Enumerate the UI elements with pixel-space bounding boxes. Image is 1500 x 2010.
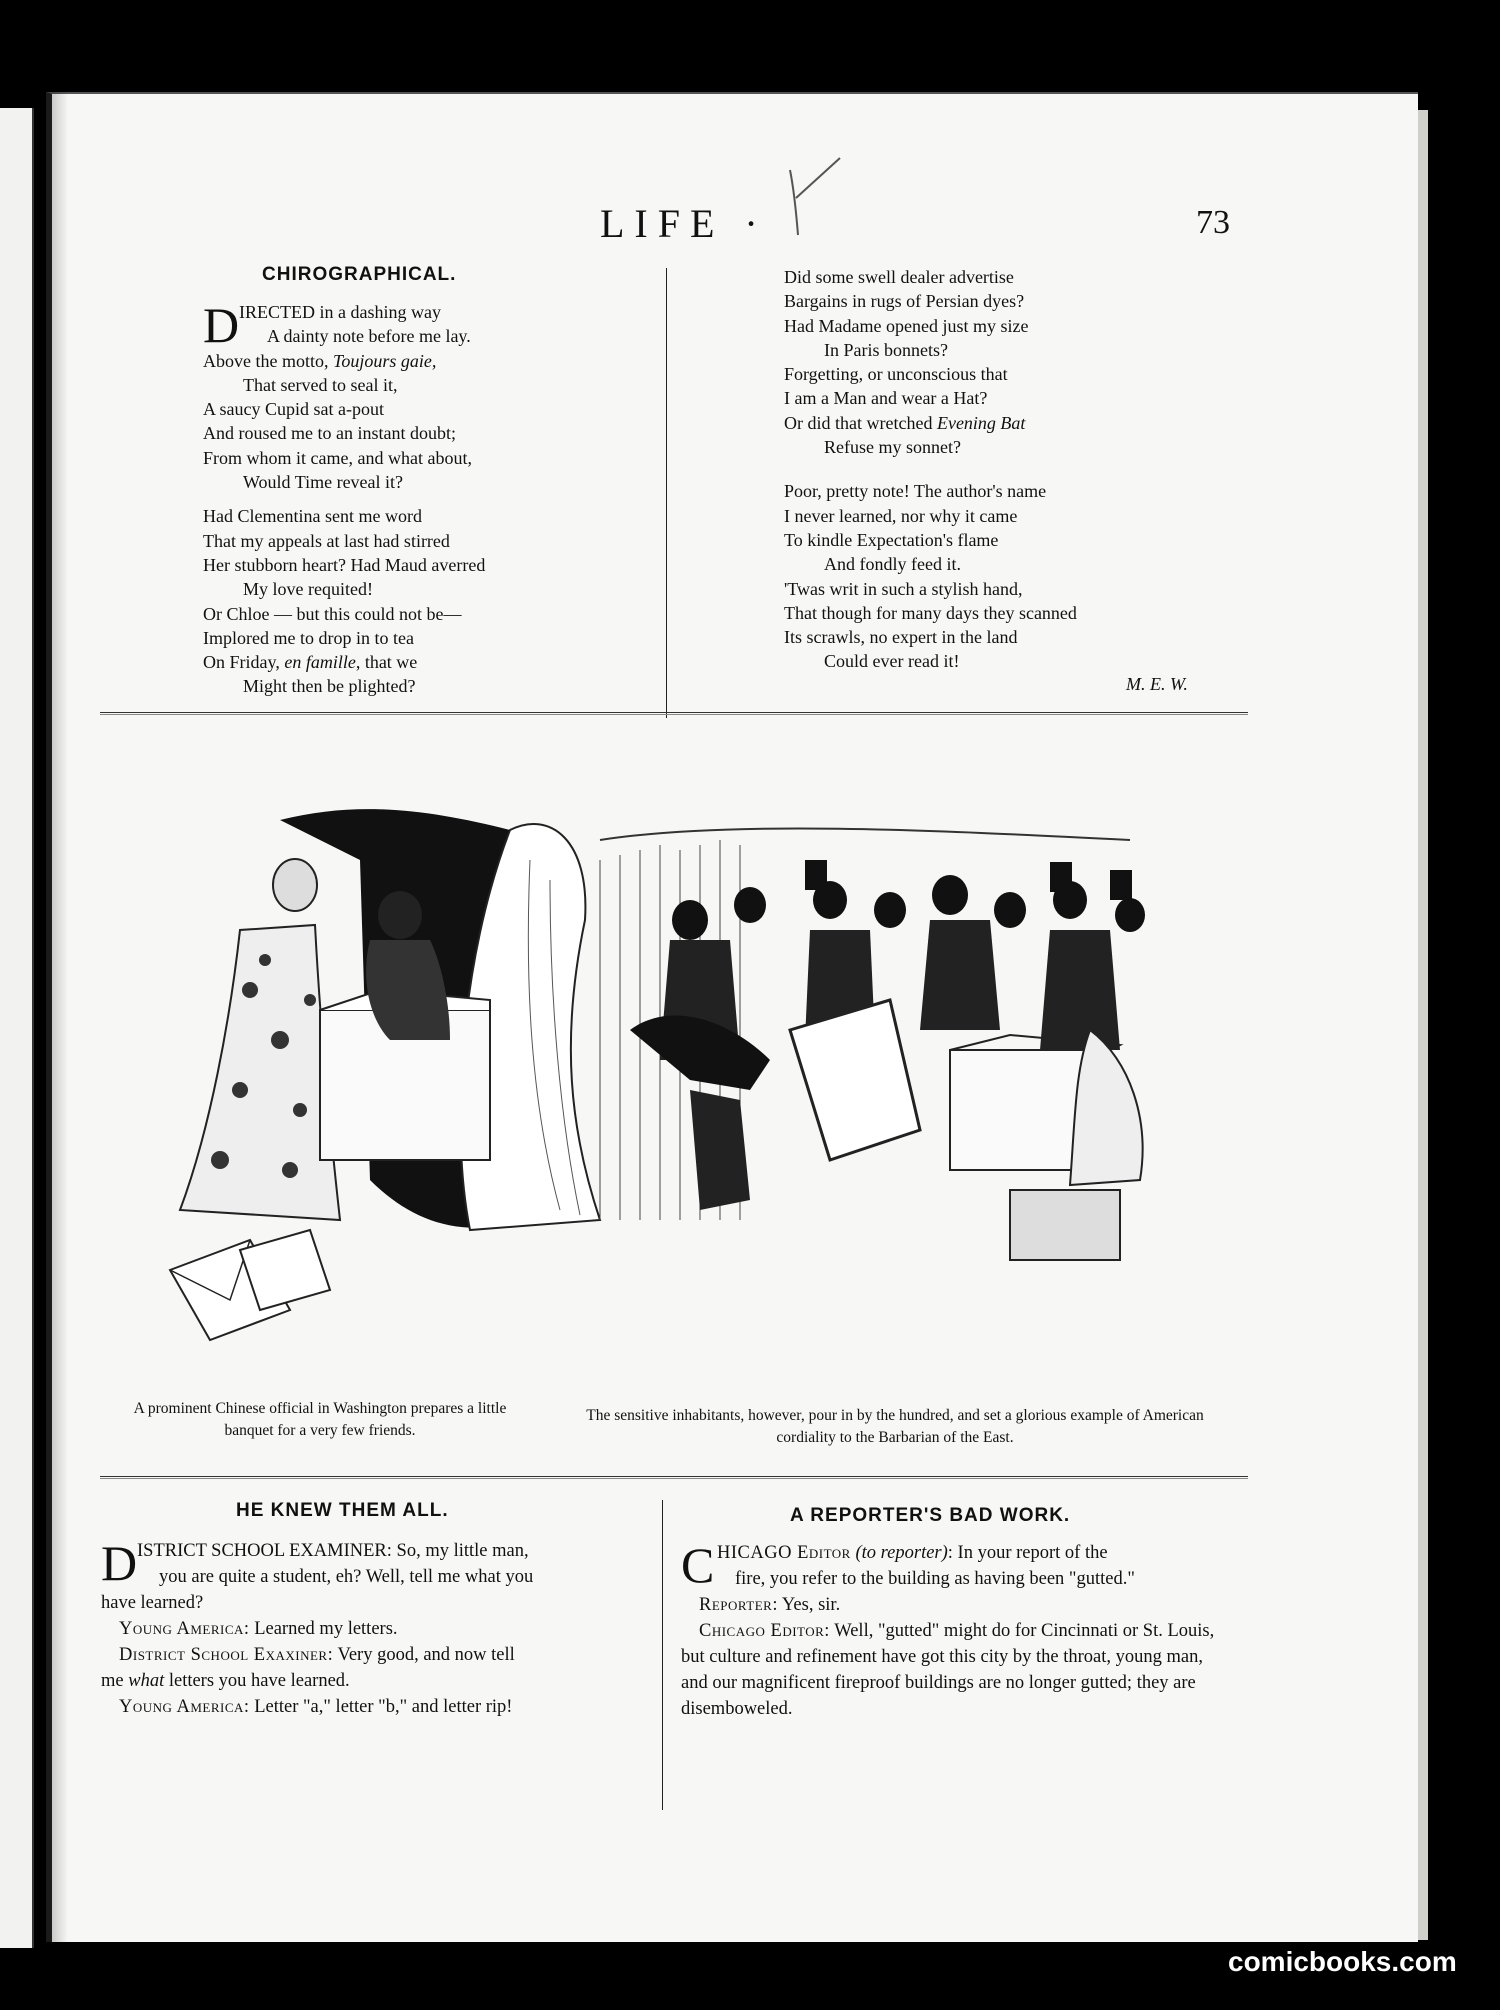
poem-line: And fondly feed it.	[824, 554, 961, 575]
poem-line: Forgetting, or unconscious that	[784, 364, 1008, 385]
poem-line: That served to seal it,	[243, 374, 398, 395]
poem-line: Would Time reveal it?	[243, 472, 404, 493]
caption-right: The sensitive inhabitants, however, pour in by the hundred, and set a glorious example of American cordiality to the Barbarian of the East.	[586, 1407, 1204, 1446]
article-body: ISTRICT SCHOOL EXAMINER: So, my little man, you are quite a student, eh? Well, tell me what you have learned? Young America: Learned my letters. District School Exaxiner: Very good, and now tell me what letters you have learned. Young America: Letter "a," letter "b," and letter rip!	[101, 1541, 534, 1717]
poem-line: 'Twas writ in such a stylish hand,	[784, 578, 1023, 599]
adjacent-page-edge	[0, 108, 34, 1948]
poem-column-right	[784, 265, 1224, 674]
column-divider-top	[666, 268, 667, 718]
poem-line: Refuse my sonnet?	[824, 437, 961, 458]
article-body: HICAGO Editor (to reporter): In your report of the fire, you refer to the building as having been "gutted." Reporter: Yes, sir. Chicago Editor: Well, "gutted" might do for Cincinnati or St. Louis, but culture and refinement have got this city by the throat, young man, and our magnificent fireproof buildings are no longer gutted; they are disemboweled.	[681, 1543, 1215, 1719]
watermark: comicbooks.com	[1228, 1946, 1457, 1977]
poem-line: Above the motto, Toujours gaie,	[203, 350, 437, 371]
poem-line: I am a Man and wear a Hat?	[784, 388, 988, 409]
poem-line: Poor, pretty note! The author's name	[784, 481, 1047, 502]
poem-line: Or Chloe — but this could not be—	[203, 603, 462, 624]
drop-cap: D	[203, 297, 240, 353]
poem-line: IRECTED in a dashing way	[239, 302, 441, 322]
poem-line: Or did that wretched Evening Bat	[784, 412, 1026, 433]
section-divider	[100, 1476, 1248, 1479]
poem-column-left	[203, 297, 643, 699]
speaker-label: HICAGO Editor	[717, 1543, 851, 1563]
poem-line: I never learned, nor why it came	[784, 505, 1018, 526]
section-divider	[100, 712, 1248, 715]
banquet-illustration	[130, 800, 1210, 1375]
poem-line: A saucy Cupid sat a-pout	[203, 399, 384, 420]
drop-cap: D	[101, 1535, 138, 1591]
article-title: A REPORTER'S BAD WORK.	[790, 1505, 1071, 1526]
binding-shadow	[46, 92, 68, 1942]
poem-line: Might then be plighted?	[243, 676, 416, 697]
speaker-label: ISTRICT SCHOOL EXAMINER:	[137, 1541, 392, 1561]
poem-line: Its scrawls, no expert in the land	[784, 627, 1018, 648]
poem-line: On Friday, en famille, that we	[203, 652, 418, 673]
poem-line: And roused me to an instant doubt;	[203, 423, 456, 444]
poem-line: In Paris bonnets?	[824, 339, 948, 360]
drop-cap: C	[681, 1537, 715, 1593]
speaker-label: Young America:	[119, 1697, 250, 1717]
caption-left: A prominent Chinese official in Washington prepares a little banquet for a very few friends.	[133, 1400, 507, 1439]
page-number: 73	[1196, 204, 1230, 241]
poem-line: That my appeals at last had stirred	[203, 530, 450, 551]
article-title: HE KNEW THEM ALL.	[236, 1500, 449, 1521]
pencil-mark-icon	[760, 150, 860, 240]
poem-line: That though for many days they scanned	[784, 602, 1077, 623]
poem-title: CHIROGRAPHICAL.	[262, 264, 457, 285]
speaker-label: Chicago Editor:	[699, 1621, 830, 1641]
poem-line: To kindle Expectation's flame	[784, 529, 999, 550]
poem-line: Had Madame opened just my size	[784, 315, 1029, 336]
speaker-label: Young America:	[119, 1619, 250, 1639]
poem-line: From whom it came, and what about,	[203, 447, 472, 468]
speaker-label: District School Exaxiner:	[119, 1645, 334, 1665]
poem-line: My love requited!	[243, 579, 373, 600]
poem-line: A dainty note before me lay.	[267, 326, 471, 347]
poem-line: Had Clementina sent me word	[203, 506, 422, 527]
poem-line: Implored me to drop in to tea	[203, 627, 414, 648]
masthead-title: LIFE ·	[600, 201, 768, 246]
author-signature: M. E. W.	[1126, 674, 1188, 694]
poem-line: Could ever read it!	[824, 651, 960, 672]
poem-line: Bargains in rugs of Persian dyes?	[784, 291, 1025, 312]
speaker-label: Reporter:	[699, 1595, 778, 1615]
column-divider-bottom	[662, 1500, 663, 1810]
page-edge	[1418, 110, 1428, 1940]
poem-line: Her stubborn heart? Had Maud averred	[203, 554, 486, 575]
poem-line: Did some swell dealer advertise	[784, 267, 1014, 287]
